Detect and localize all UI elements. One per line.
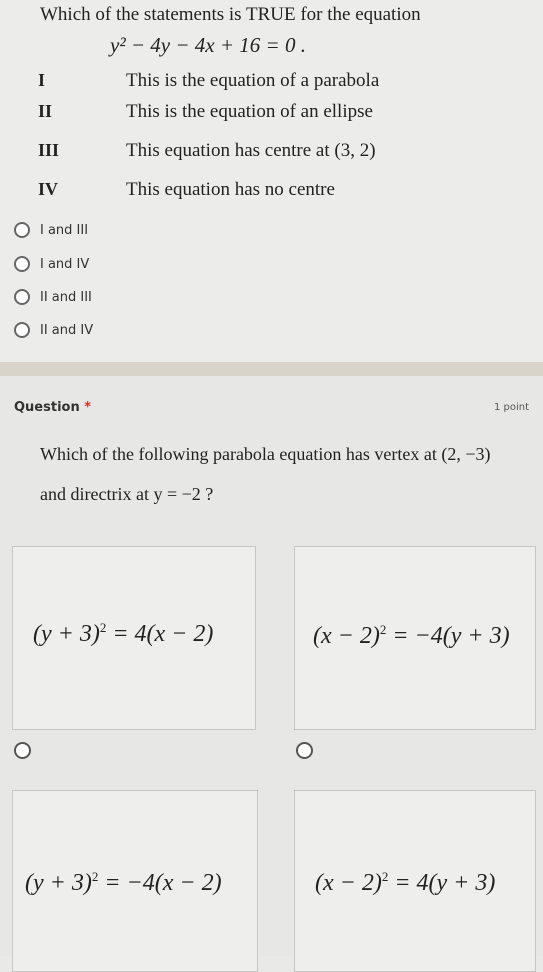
option-1-equation xyxy=(33,620,213,648)
option-i-and-iii[interactable] xyxy=(14,222,88,238)
question-label xyxy=(14,400,91,415)
equation-rhs: = 4(x − 2) xyxy=(106,621,214,647)
equation-exponent: 2 xyxy=(99,620,107,635)
option-3-equation xyxy=(25,869,222,897)
statement-number: I xyxy=(38,70,46,90)
equation-exponent: 2 xyxy=(91,869,99,884)
radio-button[interactable] xyxy=(14,289,30,305)
option-card-1[interactable] xyxy=(12,546,256,730)
question-label-text: Question xyxy=(14,400,80,415)
statement-number: III xyxy=(38,140,60,160)
equation-exponent: 2 xyxy=(379,622,387,637)
equation-exponent: 2 xyxy=(381,869,389,884)
statement-text: This equation has no centre xyxy=(126,179,335,200)
question-1-section xyxy=(0,0,543,362)
equation-lhs: (y + 3) xyxy=(33,621,100,647)
option-card-4[interactable] xyxy=(294,790,536,972)
equation-rhs: = −4(y + 3) xyxy=(386,623,510,649)
option-2-radio[interactable] xyxy=(296,742,313,759)
question-1-equation: y² − 4y − 4x + 16 = 0 . xyxy=(110,33,306,57)
equation-rhs: = −4(x − 2) xyxy=(98,870,222,896)
statement-number: IV xyxy=(38,179,59,199)
option-label: I and IV xyxy=(40,256,90,272)
equation-lhs: (y + 3) xyxy=(25,870,92,896)
points-label: 1 point xyxy=(493,402,529,413)
question-2-section xyxy=(0,376,543,956)
option-i-and-iv[interactable] xyxy=(14,256,89,272)
statement-text: This is the equation of a parabola xyxy=(126,70,380,91)
option-ii-and-iii[interactable] xyxy=(14,289,92,305)
option-1-radio[interactable] xyxy=(14,742,31,759)
radio-button[interactable] xyxy=(14,222,30,238)
required-asterisk: * xyxy=(84,400,92,415)
radio-button[interactable] xyxy=(14,322,30,338)
statement-1 xyxy=(38,70,379,92)
option-2-equation xyxy=(313,622,510,650)
question-2-text xyxy=(40,434,530,514)
statement-number: II xyxy=(38,101,53,121)
option-card-2[interactable] xyxy=(294,546,536,730)
equation-rhs: = 4(y + 3) xyxy=(388,870,496,896)
equation-lhs: (x − 2) xyxy=(313,623,380,649)
radio-button[interactable] xyxy=(14,256,30,272)
question-2-line-1: Which of the following parabola equation has vertex at (2, −3) xyxy=(40,444,491,464)
statement-2 xyxy=(38,101,373,123)
statement-text: This is the equation of an ellipse xyxy=(126,101,373,122)
statement-3 xyxy=(38,140,376,162)
section-divider xyxy=(0,362,543,376)
equation-lhs: (x − 2) xyxy=(315,870,382,896)
option-label: I and III xyxy=(40,222,89,238)
question-2-line-2: and directrix at y = −2 ? xyxy=(40,484,214,504)
option-card-3[interactable] xyxy=(12,790,258,972)
statement-text: This equation has centre at (3, 2) xyxy=(126,140,376,161)
question-1-title: Which of the statements is TRUE for the equation xyxy=(40,4,421,25)
option-4-equation xyxy=(315,869,495,897)
option-label: II and III xyxy=(40,289,92,305)
option-label: II and IV xyxy=(40,322,94,338)
option-ii-and-iv[interactable] xyxy=(14,322,93,338)
statement-4 xyxy=(38,179,335,201)
